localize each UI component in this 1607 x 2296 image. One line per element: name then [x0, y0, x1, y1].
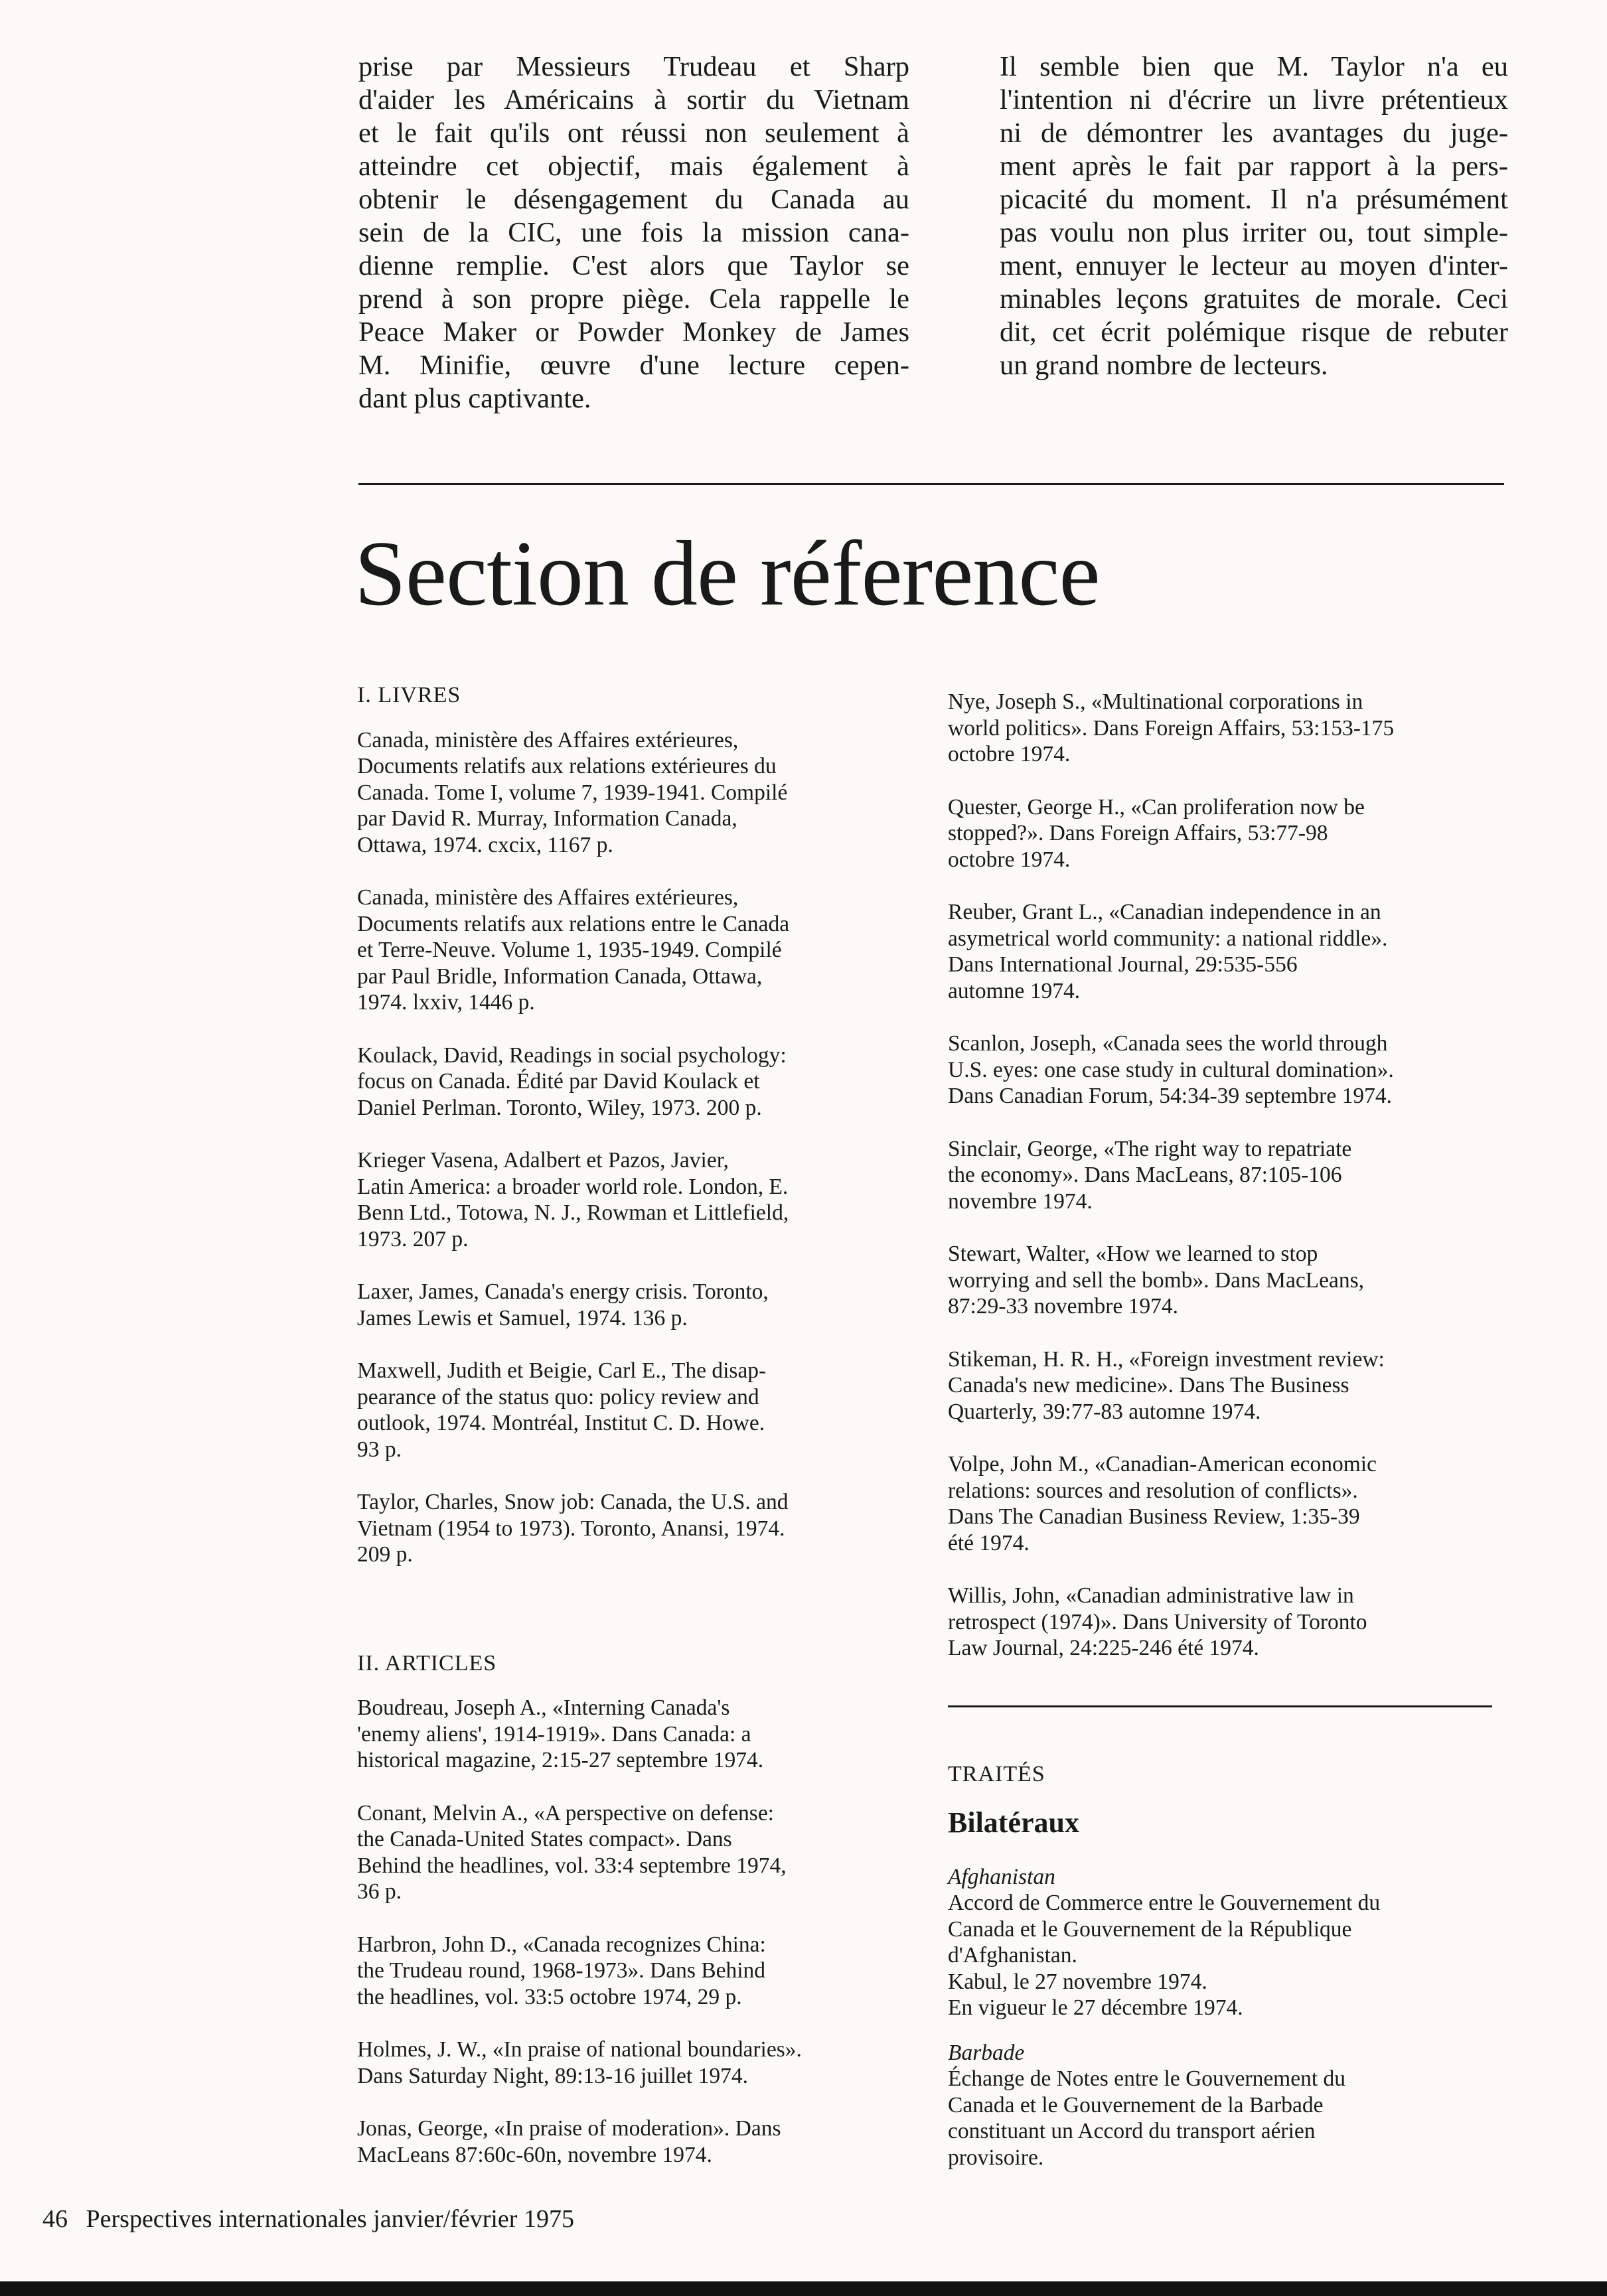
- articles-list: [357, 1695, 908, 2168]
- reference-line: Stikeman, H. R. H., «Foreign investment review:: [948, 1346, 1385, 1372]
- traites-heading: TRAITÉS: [948, 1761, 1045, 1786]
- reference-line: Documents relatifs aux relations extérieures du: [357, 754, 777, 778]
- reference-line: Ottawa, 1974. cxcix, 1167 p.: [357, 832, 613, 857]
- scan-edge-bar: [0, 2281, 1607, 2296]
- reference-line: worrying and sell the bomb». Dans MacLeans,: [948, 1267, 1365, 1293]
- review-text-line: ment après le fait par rapport à la pers-: [1000, 151, 1508, 182]
- livres-heading: I. LIVRES: [357, 683, 461, 707]
- reference-entry: [948, 1031, 1505, 1110]
- articles-list-continued: [948, 689, 1505, 1662]
- reference-line: the Trudeau round, 1968-1973». Dans Behind: [357, 1958, 766, 1983]
- reference-line: Taylor, Charles, Snow job: Canada, the U.S. and: [357, 1490, 789, 1514]
- treaty-line: provisoire.: [948, 2145, 1044, 2170]
- reference-line: world politics». Dans Foreign Affairs, 53:153-175: [948, 715, 1395, 741]
- treaty-entry: [948, 1864, 1505, 2021]
- reference-line: Reuber, Grant L., «Canadian independence in an: [948, 900, 1381, 924]
- reference-line: Laxer, James, Canada's energy crisis. Toronto,: [357, 1279, 769, 1304]
- review-text-line: Peace Maker or Powder Monkey de James: [358, 317, 909, 348]
- treaty-line: constituant un Accord du transport aérien: [948, 2119, 1316, 2143]
- articles-heading: II. ARTICLES: [357, 1650, 497, 1676]
- reference-line: Canada. Tome I, volume 7, 1939-1941. Compilé: [357, 780, 788, 805]
- review-text-line: Il semble bien que M. Taylor n'a eu: [1000, 51, 1508, 82]
- review-text-line: sein de la CIC, une fois la mission cana-: [358, 217, 909, 248]
- reference-line: U.S. eyes: one case study in cultural domination».: [948, 1057, 1394, 1082]
- reference-line: Daniel Perlman. Toronto, Wiley, 1973. 200 p.: [357, 1095, 762, 1120]
- reference-line: MacLeans 87:60c-60n, novembre 1974.: [357, 2142, 712, 2167]
- reference-line: asymetrical world community: a national riddle».: [948, 926, 1388, 951]
- reference-line: Vietnam (1954 to 1973). Toronto, Anansi, 1974.: [357, 1516, 785, 1541]
- reference-line: par Paul Bridle, Information Canada, Ottawa,: [357, 964, 763, 989]
- reference-entry: [357, 1358, 908, 1463]
- reference-line: novembre 1974.: [948, 1188, 1093, 1214]
- reference-line: outlook, 1974. Montréal, Institut C. D. Howe.: [357, 1411, 765, 1435]
- reference-line: 36 p.: [357, 1879, 402, 1904]
- reference-line: Latin America: a broader world role. London, E.: [357, 1174, 789, 1199]
- reference-line: the economy». Dans MacLeans, 87:105-106: [948, 1163, 1342, 1187]
- treaty-line: Canada et le Gouvernement de la Barbade: [948, 2092, 1324, 2117]
- reference-entry: [357, 1695, 908, 1774]
- review-text-line: dant plus captivante.: [358, 383, 591, 414]
- traites-list: [948, 1864, 1505, 2171]
- reference-line: Krieger Vasena, Adalbert et Pazos, Javier,: [357, 1148, 729, 1173]
- review-text-line: atteindre cet objectif, mais également à: [358, 151, 909, 182]
- treaty-entry: [948, 2040, 1505, 2171]
- reference-entry: [357, 2116, 908, 2168]
- treaty-line: Échange de Notes entre le Gouvernement du: [948, 2066, 1346, 2091]
- reference-entry: [948, 1346, 1505, 1425]
- reference-entry: [357, 885, 908, 1016]
- reference-line: Dans Saturday Night, 89:13-16 juillet 1974.: [357, 2063, 748, 2088]
- review-text-line: pas voulu non plus irriter ou, tout simple-: [1000, 217, 1508, 248]
- reference-entry: [948, 1583, 1505, 1662]
- reference-line: Dans International Journal, 29:535-556: [948, 952, 1298, 977]
- reference-line: par David R. Murray, Information Canada,: [357, 806, 737, 831]
- reference-line: automne 1974.: [948, 978, 1081, 1003]
- section-title: Section de réference: [354, 522, 1100, 625]
- review-text-line: obtenir le désengagement du Canada au: [358, 184, 909, 215]
- section-divider: [358, 483, 1504, 485]
- reference-line: Quarterly, 39:77-83 automne 1974.: [948, 1399, 1261, 1424]
- page-footer: [42, 2204, 574, 2234]
- reference-line: 87:29-33 novembre 1974.: [948, 1294, 1179, 1319]
- bilateraux-heading: Bilatéraux: [948, 1806, 1079, 1839]
- reference-line: et Terre-Neuve. Volume 1, 1935-1949. Compilé: [357, 938, 782, 962]
- review-continuation-right: [962, 50, 1508, 382]
- reference-line: Volpe, John M., «Canadian-American economic: [948, 1452, 1377, 1476]
- review-text-line: et le fait qu'ils ont réussi non seulement à: [358, 117, 909, 149]
- page-number: 46: [42, 2205, 68, 2233]
- reference-line: Behind the headlines, vol. 33:4 septembre 1974,: [357, 1853, 787, 1878]
- reference-line: pearance of the status quo: policy review and: [357, 1384, 759, 1409]
- reference-entry: [948, 689, 1505, 768]
- treaty-country: Barbade: [948, 2040, 1025, 2065]
- reference-line: 'enemy aliens', 1914-1919». Dans Canada: a: [357, 1721, 751, 1747]
- reference-line: James Lewis et Samuel, 1974. 136 p.: [357, 1305, 688, 1330]
- review-text-line: dienne remplie. C'est alors que Taylor se: [358, 250, 909, 281]
- reference-entry: [357, 1042, 908, 1121]
- reference-line: Canada's new medicine». Dans The Business: [948, 1373, 1349, 1398]
- reference-right-column: [948, 689, 1505, 2189]
- reference-line: Documents relatifs aux relations entre le Canada: [357, 911, 790, 936]
- reference-entry: [357, 1800, 908, 1905]
- reference-line: Canada, ministère des Affaires extérieures,: [357, 727, 739, 753]
- reference-entry: [948, 1241, 1505, 1320]
- reference-entry: [948, 1451, 1505, 1556]
- reference-line: Koulack, David, Readings in social psychology:: [357, 1042, 787, 1068]
- review-text-line: minables leçons gratuites de morale. Ceci: [1000, 283, 1508, 315]
- reference-line: Harbron, John D., «Canada recognizes China:: [357, 1932, 766, 1957]
- reference-line: Dans Canadian Forum, 54:34-39 septembre 1974.: [948, 1084, 1392, 1108]
- reference-line: été 1974.: [948, 1530, 1030, 1555]
- treaty-line: Kabul, le 27 novembre 1974.: [948, 1969, 1207, 1994]
- reference-entry: [948, 794, 1505, 873]
- reference-line: Nye, Joseph S., «Multinational corporations in: [948, 689, 1363, 714]
- reference-line: Conant, Melvin A., «A perspective on defense:: [357, 1800, 774, 1826]
- reference-line: Dans The Canadian Business Review, 1:35-39: [948, 1504, 1360, 1529]
- livres-list: [357, 727, 908, 1568]
- review-text-line: picacité du moment. Il n'a présumément: [1000, 184, 1508, 215]
- reference-line: Quester, George H., «Can proliferation now be: [948, 794, 1365, 820]
- reference-entry: [357, 2037, 908, 2089]
- review-text-line: l'intention ni d'écrire un livre prétentieux: [1000, 84, 1508, 115]
- review-text-line: prise par Messieurs Trudeau et Sharp: [358, 51, 909, 82]
- traites-divider: [948, 1705, 1492, 1707]
- reference-line: Maxwell, Judith et Beigie, Carl E., The disap-: [357, 1358, 767, 1383]
- review-text-line: M. Minifie, œuvre d'une lecture cepen-: [358, 350, 909, 381]
- reference-line: Scanlon, Joseph, «Canada sees the world through: [948, 1031, 1388, 1056]
- reference-line: the headlines, vol. 33:5 octobre 1974, 29 p.: [357, 1984, 742, 2009]
- reference-entry: [948, 1136, 1505, 1215]
- review-continuation-left: [358, 50, 909, 415]
- treaty-country: Afghanistan: [948, 1864, 1055, 1889]
- reference-line: Jonas, George, «In praise of moderation». Dans: [357, 2116, 781, 2141]
- reference-entry: [357, 1489, 908, 1568]
- reference-line: 1974. lxxiv, 1446 p.: [357, 990, 535, 1015]
- reference-entry: [357, 1279, 908, 1331]
- review-text-line: d'aider les Américains à sortir du Vietnam: [358, 84, 909, 115]
- review-text-line: dit, cet écrit polémique risque de rebuter: [1000, 317, 1508, 348]
- reference-line: 93 p.: [357, 1437, 402, 1462]
- reference-line: Sinclair, George, «The right way to repatriate: [948, 1136, 1352, 1161]
- reference-entry: [948, 899, 1505, 1004]
- reference-line: Benn Ltd., Totowa, N. J., Rowman et Littlefield,: [357, 1200, 789, 1225]
- reference-entry: [357, 727, 908, 859]
- reference-line: Boudreau, Joseph A., «Interning Canada's: [357, 1695, 730, 1720]
- treaty-line: Canada et le Gouvernement de la République: [948, 1916, 1352, 1942]
- review-text-line: un grand nombre de lecteurs.: [1000, 350, 1328, 381]
- reference-line: Stewart, Walter, «How we learned to stop: [948, 1242, 1318, 1266]
- reference-line: octobre 1974.: [948, 742, 1071, 766]
- review-text-line: ment, ennuyer le lecteur au moyen d'inter-: [1000, 250, 1508, 281]
- review-text-line: prend à son propre piège. Cela rappelle le: [358, 283, 909, 315]
- reference-line: the Canada-United States compact». Dans: [357, 1827, 732, 1851]
- reference-left-column: [357, 682, 908, 2194]
- reference-line: stopped?». Dans Foreign Affairs, 53:77-98: [948, 821, 1328, 845]
- reference-line: relations: sources and resolution of conflicts».: [948, 1478, 1358, 1503]
- reference-line: Willis, John, «Canadian administrative law in: [948, 1583, 1354, 1608]
- treaty-line: En vigueur le 27 décembre 1974.: [948, 1995, 1243, 2020]
- reference-line: Canada, ministère des Affaires extérieures,: [357, 885, 739, 910]
- reference-line: historical magazine, 2:15-27 septembre 1974.: [357, 1748, 764, 1772]
- treaty-line: Accord de Commerce entre le Gouvernement du: [948, 1891, 1381, 1915]
- reference-entry: [357, 1147, 908, 1252]
- publication-title: Perspectives internationales janvier/février 1975: [86, 2205, 574, 2233]
- treaty-line: d'Afghanistan.: [948, 1943, 1077, 1968]
- reference-line: 209 p.: [357, 1542, 413, 1567]
- reference-entry: [357, 1932, 908, 2011]
- reference-line: 1973. 207 p.: [357, 1226, 469, 1252]
- review-text-line: ni de démontrer les avantages du juge-: [1000, 117, 1508, 149]
- reference-line: focus on Canada. Édité par David Koulack et: [357, 1069, 760, 1094]
- reference-line: Holmes, J. W., «In praise of national boundaries».: [357, 2037, 802, 2062]
- reference-line: octobre 1974.: [948, 847, 1071, 872]
- reference-line: Law Journal, 24:225-246 été 1974.: [948, 1636, 1259, 1660]
- reference-line: retrospect (1974)». Dans University of Toronto: [948, 1609, 1367, 1634]
